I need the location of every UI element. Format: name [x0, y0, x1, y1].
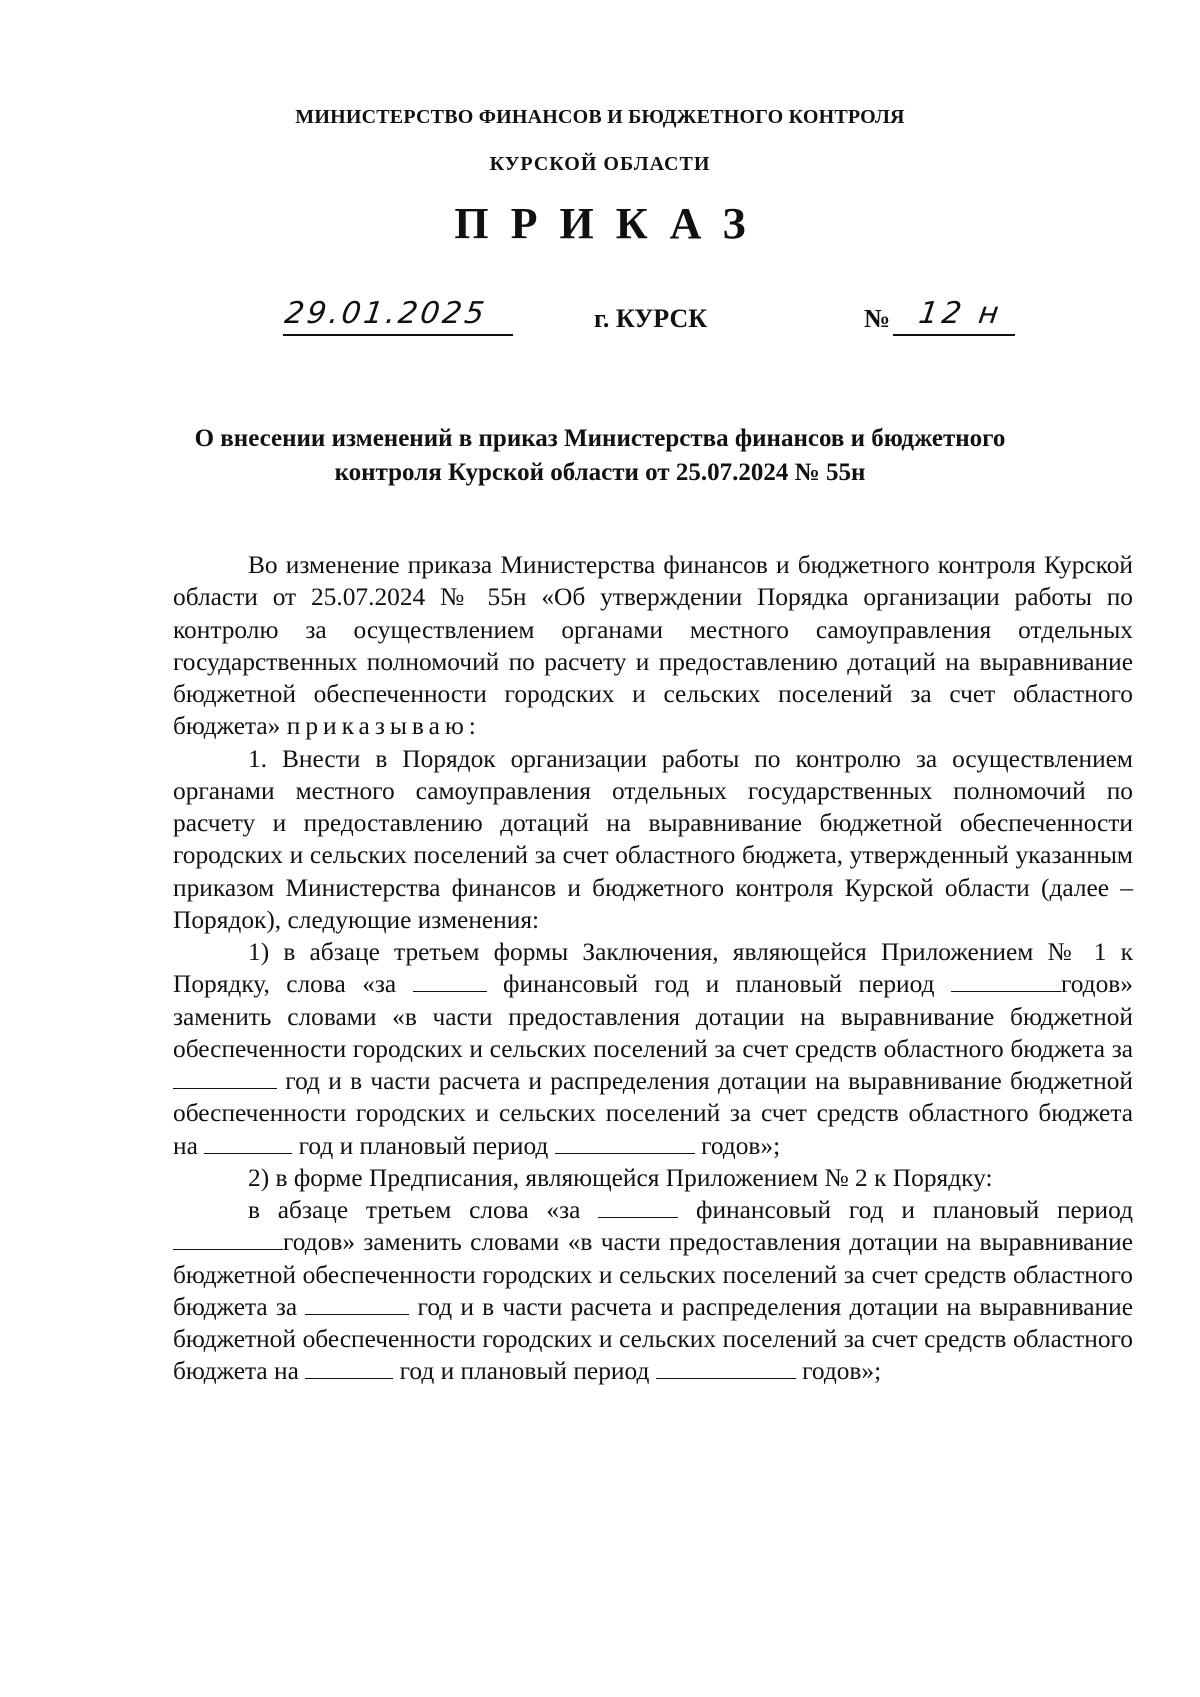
blank-line	[173, 1229, 283, 1250]
subitem-1-paragraph	[173, 936, 1133, 1162]
blank-line	[173, 1068, 277, 1089]
subitem-2-text-a: в абзаце третьем слова «за	[248, 1196, 581, 1224]
ministry-name-line1: МИНИСТЕРСТВО ФИНАНСОВ И БЮДЖЕТНОГО КОНТРОЛЯ	[295, 106, 905, 128]
item-1-paragraph: 1. Внести в Порядок организации работы по контролю за осуществлением органами местного самоуправления отдельных государственных полномочий по расчету и предоставлению дотаций на выравнивание бюджетной обеспеченности городских и сельских поселений за счет областного бюджета, утвержденный указанным приказом Министерства финансов и бюджетного контроля Курской области (далее – Порядок), следующие изменения:	[173, 744, 1133, 934]
document-subject	[120, 422, 1080, 490]
subitem-2-intro-paragraph: 2) в форме Предписания, являющейся Приложением № 2 к Порядку:	[248, 1163, 993, 1192]
subject-line2: контроля Курской области от 25.07.2024 № 55н	[334, 459, 866, 486]
subitem-2-text-f: годов»;	[802, 1357, 882, 1386]
preamble-text: Во изменение приказа Министерства финансов и бюджетного контроля Курской области от 25.07.2024 № 55н «Об утверждении Порядка организации работы по контролю за осуществлением органами местного самоуправления отдельных государственных полномочий по расчету и предоставлению дотаций на выравнивание бюджетной обеспеченности городских и сельских поселений за счет областного бюджета»	[173, 551, 1133, 741]
subitem-1-text-e: год и плановый период	[298, 1131, 549, 1160]
number-field	[893, 296, 1015, 336]
number-sign: №	[864, 304, 891, 333]
subitem-2-text-e: год и плановый период	[399, 1357, 650, 1386]
document-body	[173, 549, 1133, 1388]
subject-line1: О внесении изменений в приказ Министерства финансов и бюджетного	[194, 425, 1006, 452]
preamble-paragraph	[173, 549, 1133, 743]
subitem-2-text-d: год и в части расчета и распределения дотации на выравнивание бюджетной обеспеченности городских и сельских поселений за счет средств областного бюджета на	[173, 1292, 1133, 1386]
blank-line	[305, 1358, 393, 1379]
blank-line	[305, 1294, 409, 1315]
document-type-title: ПРИКАЗ	[454, 199, 768, 248]
subitem-2-paragraph	[173, 1194, 1133, 1388]
handwritten-date: 29.01.2025	[282, 296, 490, 331]
subitem-2-text-b: финансовый год и плановый период	[696, 1196, 1133, 1224]
subitem-1-text-d: год и в части расчета и распределения дотации на выравнивание бюджетной обеспеченности городских и сельских поселений за счет средств областного бюджета на	[173, 1067, 1133, 1160]
blank-line	[413, 971, 487, 992]
blank-line	[555, 1133, 695, 1154]
order-word: приказываю:	[286, 712, 481, 741]
blank-line	[204, 1133, 292, 1154]
blank-line	[951, 971, 1061, 992]
subitem-1-text-f: годов»;	[701, 1131, 781, 1160]
blank-line	[598, 1197, 678, 1218]
ministry-name-line2: КУРСКОЙ ОБЛАСТИ	[489, 153, 711, 175]
subitem-1-text-a: 1) в абзаце третьем формы Заключения, являющейся Приложением № 1 к Порядку, слова «за	[173, 938, 1133, 999]
subitem-1-text-b: финансовый год и плановый период	[503, 970, 935, 999]
handwritten-number: 12 н	[916, 296, 1005, 331]
blank-line	[656, 1358, 796, 1379]
subitem-2-text-c: годов» заменить словами «в части предоставления дотации на выравнивание бюджетной обеспеченности городских и сельских поселений за счет средств областного бюджета за	[173, 1228, 1133, 1321]
city-label: г. КУРСК	[594, 304, 708, 333]
subitem-1-text-c: годов» заменить словами «в части предоставления дотации на выравнивание бюджетной обеспеченности городских и сельских поселений за счет средств областного бюджета за	[173, 970, 1133, 1063]
date-field	[283, 296, 513, 336]
